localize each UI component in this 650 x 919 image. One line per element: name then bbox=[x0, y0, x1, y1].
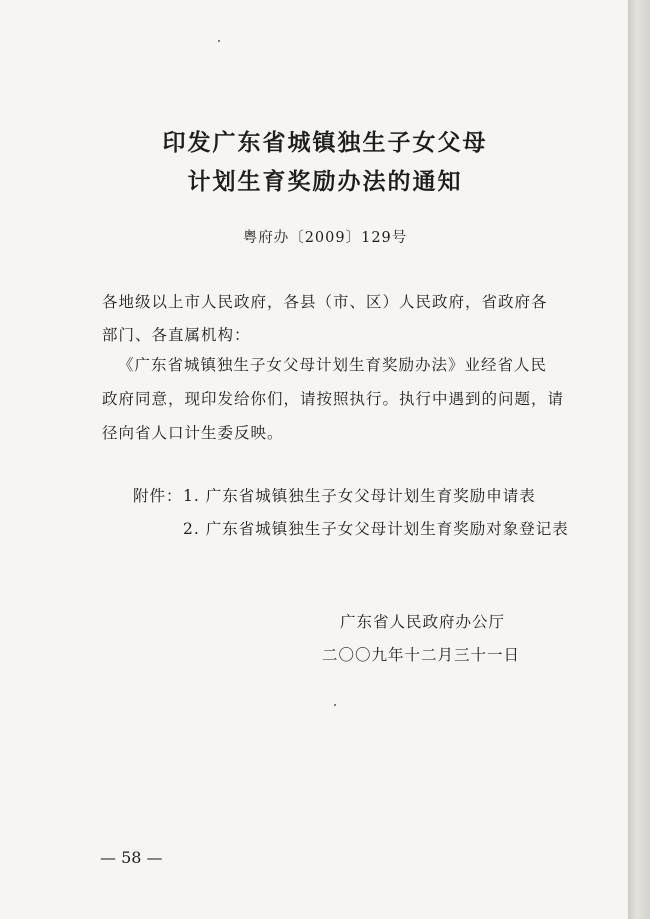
scan-speck bbox=[334, 704, 336, 706]
recipients-line1: 各地级以上市人民政府，各县（市、区）人民政府，省政府各 bbox=[102, 293, 548, 311]
page-edge bbox=[628, 0, 650, 919]
paragraph-line3: 径向省人口计生委反映。 bbox=[102, 424, 284, 442]
paragraph-line2: 政府同意，现印发给你们，请按照执行。执行中遇到的问题，请 bbox=[102, 390, 565, 408]
attachment-label: 附件： bbox=[133, 487, 183, 505]
document-title-line1: 印发广东省城镇独生子女父母 bbox=[162, 129, 488, 156]
signature-organization: 广东省人民政府办公厅 bbox=[340, 613, 506, 631]
scan-speck bbox=[218, 40, 220, 42]
document-number: 粤府办〔2009〕129号 bbox=[242, 230, 408, 246]
page-number: — 58 — bbox=[100, 848, 163, 867]
recipients-line2: 部门、各直属机构： bbox=[102, 326, 251, 344]
attachment-item-1: 1. 广东省城镇独生子女父母计划生育奖励申请表 bbox=[183, 487, 536, 505]
signature-date: 二〇〇九年十二月三十一日 bbox=[322, 646, 521, 664]
document-title-line2: 计划生育奖励办法的通知 bbox=[187, 168, 463, 195]
paragraph-line1: 《广东省城镇独生子女父母计划生育奖励办法》业经省人民 bbox=[118, 356, 548, 374]
attachment-item-2: 2. 广东省城镇独生子女父母计划生育奖励对象登记表 bbox=[183, 520, 569, 538]
